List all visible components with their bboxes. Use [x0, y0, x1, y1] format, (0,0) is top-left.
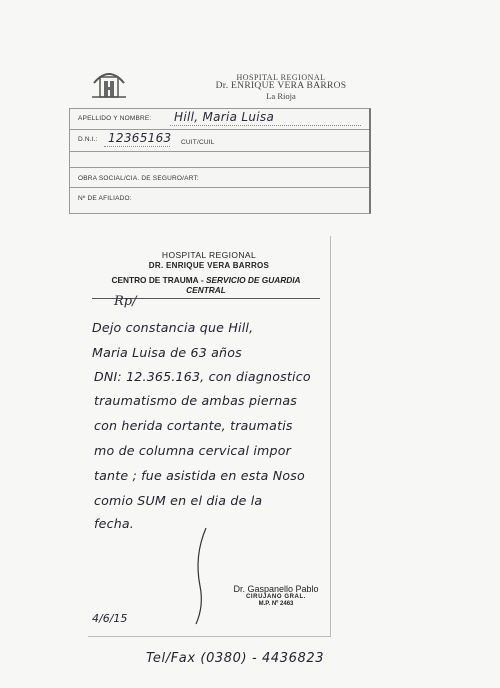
doctor-name: Dr. Gaspanello Pablo — [233, 584, 319, 594]
prescription-header — [88, 250, 330, 299]
name-dotted-line — [170, 125, 361, 126]
obra-social-label: OBRA SOCIAL/CIA. DE SEGURO/ART: — [78, 175, 199, 182]
text-line: comio SUM en el dia de la — [94, 493, 263, 508]
text-line: mo de columna cervical impor — [94, 443, 291, 458]
text-line: tante ; fue asistida en esta Noso — [94, 468, 305, 483]
rx-service-name: - SERVICIO DE GUARDIA CENTRAL — [186, 275, 301, 295]
rx-center-name: CENTRO DE TRAUMA — [111, 275, 199, 285]
text-line: con herida cortante, traumatis — [94, 418, 293, 433]
separator-row — [70, 151, 369, 168]
doctor-stamp — [216, 584, 336, 608]
rp-mark: Rp/ — [114, 294, 137, 309]
rx-hospital-line1: HOSPITAL REGIONAL — [161, 250, 257, 260]
rx-hospital-line2: DR. ENRIQUE VERA BARROS — [148, 261, 270, 270]
text-line: traumatismo de ambas piernas — [94, 393, 298, 408]
patient-form — [69, 108, 371, 214]
hospital-name-line1: HOSPITAL REGIONAL — [236, 73, 326, 82]
hospital-city: La Rioja — [266, 91, 296, 102]
afiliado-label: Nº DE AFILIADO: — [78, 195, 132, 202]
hospital-header — [176, 74, 386, 101]
prescription-sheet — [88, 236, 331, 637]
dni-label: D.N.I.: — [78, 136, 98, 143]
obra-row — [70, 167, 369, 188]
afiliado-row — [70, 187, 369, 212]
dni-value: 12365163 — [108, 131, 172, 145]
doctor-license: M.P. Nº 2463 — [258, 601, 294, 608]
signature-mark — [186, 526, 216, 626]
handwritten-phone: Tel/Fax (0380) - 4436823 — [146, 651, 325, 666]
text-line: fecha. — [94, 516, 135, 531]
text-line: Maria Luisa de 63 años — [92, 345, 242, 360]
cuit-label: CUIT/CUIL — [181, 139, 215, 146]
name-label: APELLIDO Y NOMBRE: — [78, 115, 152, 122]
text-line: Dejo constancia que Hill, — [92, 320, 254, 335]
name-row — [70, 109, 369, 130]
name-value: Hill, Maria Luisa — [174, 110, 275, 124]
hospital-logo-icon — [92, 67, 126, 99]
dni-dotted-line — [104, 146, 170, 147]
text-line: DNI: 12.365.163, con diagnostico — [94, 369, 311, 384]
handwritten-date: 4/6/15 — [92, 612, 128, 625]
doctor-title: CIRUJANO GRAL. — [245, 594, 307, 601]
dni-row — [70, 129, 369, 152]
hospital-name-line2: Dr. ENRIQUE VERA BARROS — [215, 81, 347, 92]
